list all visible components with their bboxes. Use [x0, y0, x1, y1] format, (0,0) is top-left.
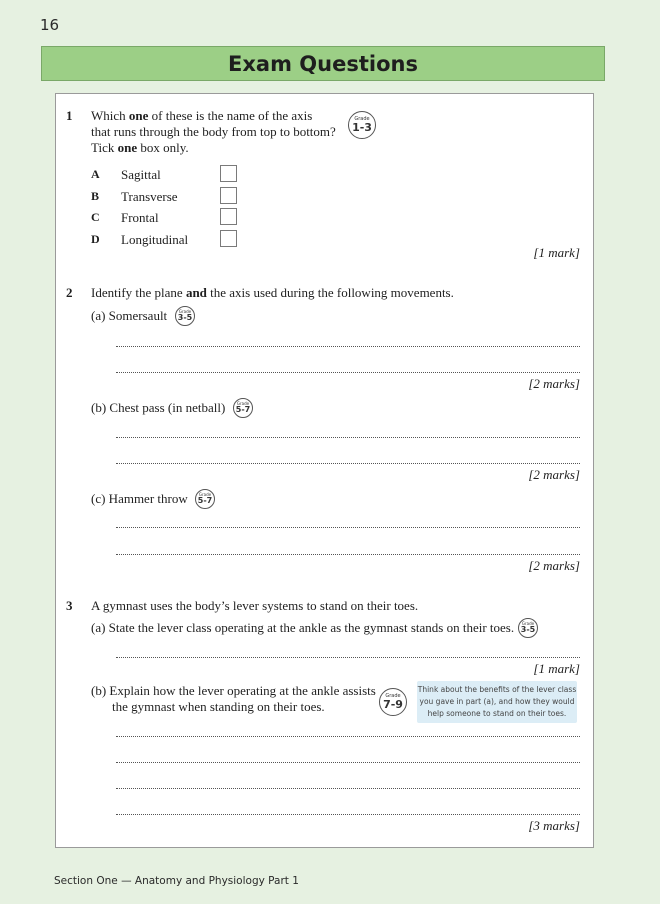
- q2c-answer-line-1[interactable]: [116, 527, 580, 528]
- option-a-label: Sagittal: [121, 167, 161, 182]
- q2c-grade-badge: Grade 5-7: [195, 489, 215, 509]
- section-banner: [41, 46, 605, 81]
- option-c-letter: C: [91, 210, 100, 224]
- option-b-checkbox[interactable]: [220, 187, 237, 204]
- q2c-marks: [2 marks]: [528, 558, 580, 573]
- option-c-label: Frontal: [121, 210, 159, 225]
- q3b-answer-line-4[interactable]: [116, 814, 580, 815]
- q2-number: 2: [66, 285, 73, 300]
- q2b-answer-line-1[interactable]: [116, 437, 580, 438]
- q2a-answer-line-1[interactable]: [116, 346, 580, 347]
- page-number: 16: [40, 16, 60, 34]
- footer-section-title: Section One — Anatomy and Physiology Part 1: [54, 875, 299, 887]
- q1-line2: that runs through the body from top to bottom?: [91, 124, 336, 139]
- q2b-grade-badge: Grade 5-7: [233, 398, 253, 418]
- q3-intro: A gymnast uses the body’s lever systems to stand on their toes.: [91, 598, 419, 613]
- hint-line: you gave in part (a), and how they would: [419, 697, 575, 706]
- option-a-letter: A: [91, 167, 100, 181]
- option-d-letter: D: [91, 232, 100, 246]
- q2-intro: Identify the plane and the axis used during the following movements.: [91, 285, 454, 300]
- q3b-answer-line-3[interactable]: [116, 788, 580, 789]
- option-b-label: Transverse: [121, 189, 178, 204]
- q3-number: 3: [66, 598, 73, 613]
- hint-box: [417, 681, 577, 723]
- q3b-grade-badge: Grade 7-9: [379, 688, 407, 716]
- q3b-answer-line-1[interactable]: [116, 736, 580, 737]
- q2c-answer-line-2[interactable]: [116, 554, 580, 555]
- option-d-label: Longitudinal: [121, 232, 189, 247]
- q2b-answer-line-2[interactable]: [116, 463, 580, 464]
- q2b-marks: [2 marks]: [528, 467, 580, 482]
- q3a-answer-line[interactable]: [116, 657, 580, 658]
- option-d-checkbox[interactable]: [220, 230, 237, 247]
- banner-title: Exam Questions: [228, 51, 418, 76]
- q3b-line2: the gymnast when standing on their toes.: [112, 699, 325, 714]
- q2b-text: (b) Chest pass (in netball): [91, 400, 226, 415]
- q1-grade-badge: Grade 1-3: [348, 111, 376, 139]
- q3a-grade-badge: Grade 3-5: [518, 618, 538, 638]
- q2c-text: (c) Hammer throw: [91, 491, 188, 506]
- option-c-checkbox[interactable]: [220, 208, 237, 225]
- q3b-answer-line-2[interactable]: [116, 762, 580, 763]
- q2a-answer-line-2[interactable]: [116, 372, 580, 373]
- q1-number: 1: [66, 108, 73, 123]
- q2a-grade-badge: Grade 3-5: [175, 306, 195, 326]
- option-a-checkbox[interactable]: [220, 165, 237, 182]
- q1-line1: Which one of these is the name of the axis: [91, 108, 313, 123]
- q1-marks: [1 mark]: [533, 245, 580, 260]
- q3a-marks: [1 mark]: [533, 661, 580, 676]
- q3b-line1: (b) Explain how the lever operating at the ankle assists: [91, 683, 376, 698]
- hint-line: Think about the benefits of the lever class: [417, 685, 577, 694]
- q2a-text: (a) Somersault: [91, 308, 168, 323]
- option-b-letter: B: [91, 189, 100, 203]
- q1-line3: Tick one box only.: [91, 140, 189, 155]
- q2a-marks: [2 marks]: [528, 376, 580, 391]
- q3b-marks: [3 marks]: [528, 818, 580, 833]
- hint-line: help someone to stand on their toes.: [427, 709, 567, 718]
- q3a-text: (a) State the lever class operating at the ankle as the gymnast stands on their toes.: [91, 620, 515, 635]
- question-paper: [55, 93, 594, 848]
